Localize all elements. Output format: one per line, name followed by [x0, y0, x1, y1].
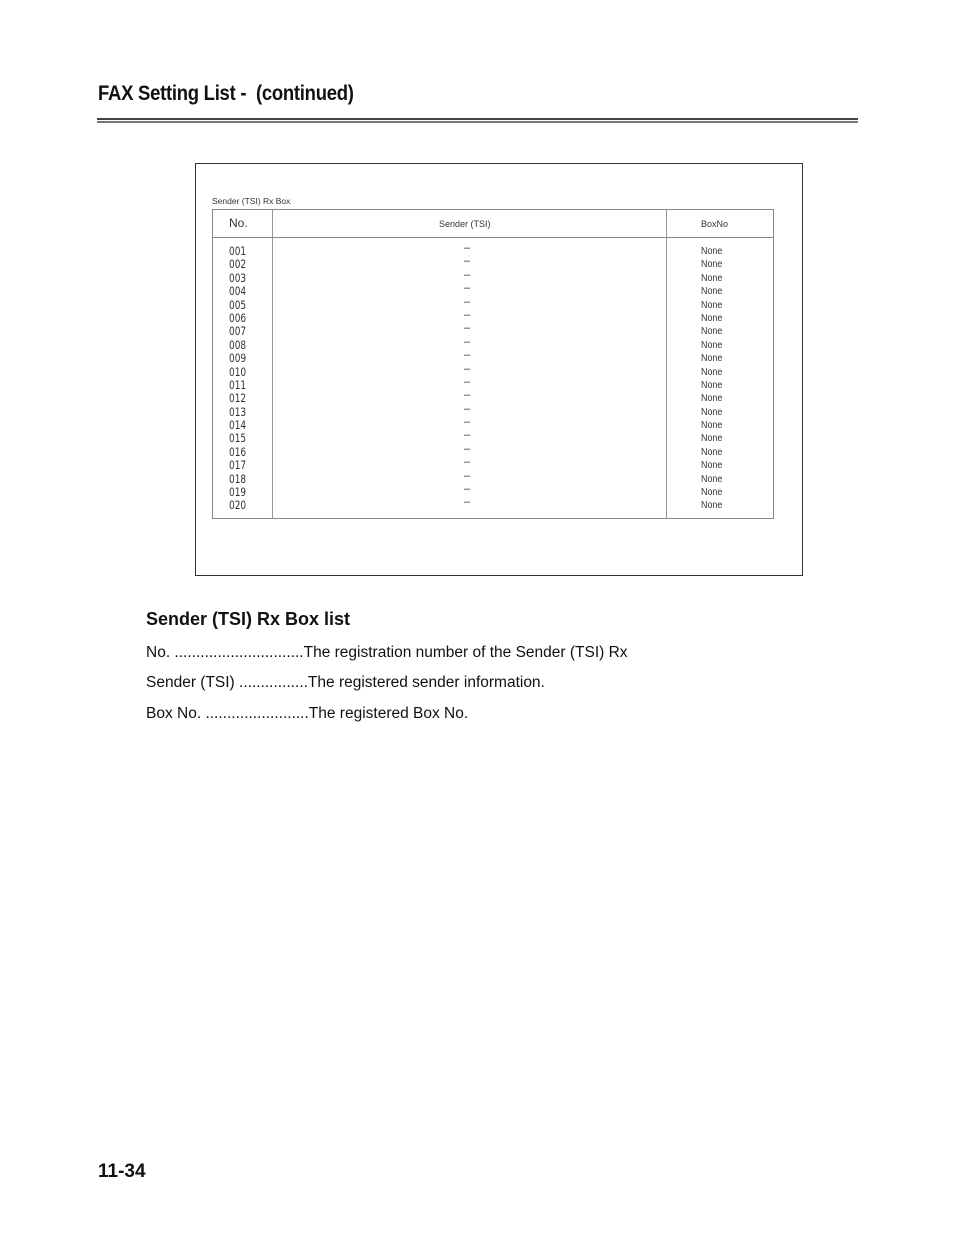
cell-no: 010: [229, 364, 247, 379]
cell-no: 020: [229, 498, 247, 513]
cell-no: 015: [229, 431, 247, 446]
cell-sender: –: [464, 282, 471, 295]
table-row: [213, 416, 773, 433]
cell-no: 019: [229, 485, 247, 500]
table-row: [213, 335, 773, 352]
cell-box: None: [701, 459, 723, 472]
cell-box: None: [701, 392, 723, 405]
cell-sender: –: [464, 402, 471, 415]
report-sample-frame: [195, 163, 803, 576]
cell-sender: –: [464, 483, 471, 496]
cell-sender: –: [464, 322, 471, 335]
cell-box: None: [701, 378, 723, 391]
cell-sender: –: [464, 242, 471, 254]
cell-sender: –: [464, 429, 471, 442]
cell-box: None: [701, 445, 723, 458]
cell-no: 012: [229, 391, 247, 406]
header-rule-bottom: [97, 121, 858, 123]
cell-box: None: [701, 338, 723, 351]
cell-no: 017: [229, 458, 247, 473]
cell-box: None: [701, 405, 723, 418]
cell-no: 002: [229, 257, 247, 272]
cell-no: 004: [229, 284, 247, 299]
table-row: [213, 496, 773, 513]
cell-no: 014: [229, 418, 247, 433]
table-row: [213, 349, 773, 366]
page-number: 11-34: [98, 1161, 146, 1182]
cell-box: None: [701, 499, 723, 512]
report-rows: [213, 242, 773, 513]
table-row: [213, 469, 773, 486]
section-heading: Sender (TSI) Rx Box list: [146, 609, 351, 629]
cell-box: None: [701, 419, 723, 432]
cell-box: None: [701, 472, 723, 485]
cell-no: 001: [229, 244, 247, 258]
table-row: [213, 375, 773, 392]
cell-no: 007: [229, 324, 247, 339]
table-row: [213, 389, 773, 406]
cell-sender: –: [464, 456, 471, 469]
definition-sender: Sender (TSI) ................The registered sender information.: [146, 674, 545, 691]
cell-box: None: [701, 365, 723, 378]
cell-box: None: [701, 325, 723, 338]
cell-no: 005: [229, 297, 247, 312]
cell-sender: –: [464, 349, 471, 362]
table-row: [213, 308, 773, 325]
table-row: [213, 322, 773, 339]
cell-no: 013: [229, 404, 247, 419]
cell-box: None: [701, 258, 723, 271]
table-row: [213, 456, 773, 473]
cell-no: 018: [229, 471, 247, 486]
cell-sender: –: [464, 389, 471, 402]
cell-box: None: [701, 298, 723, 311]
table-row: [213, 295, 773, 312]
column-header-no: No.: [229, 216, 248, 230]
cell-sender: –: [464, 496, 471, 509]
cell-no: 006: [229, 310, 247, 325]
cell-no: 011: [229, 377, 247, 392]
cell-sender: –: [464, 469, 471, 482]
table-row: [213, 282, 773, 299]
cell-box: None: [701, 311, 723, 324]
cell-sender: –: [464, 295, 471, 308]
table-row: [213, 402, 773, 419]
cell-box: None: [701, 285, 723, 298]
cell-no: 003: [229, 270, 247, 285]
definition-no: No. ..............................The registration number of the Sender (TSI) Rx: [146, 644, 628, 661]
column-header-box: BoxNo: [701, 219, 729, 229]
definition-box: Box No. ........................The registered Box No.: [146, 705, 469, 722]
cell-box: None: [701, 352, 723, 365]
table-row: [213, 268, 773, 285]
cell-sender: –: [464, 268, 471, 281]
cell-sender: –: [464, 255, 471, 268]
table-row: [213, 362, 773, 379]
cell-box: None: [701, 432, 723, 445]
table-row: [213, 429, 773, 446]
table-row: [213, 442, 773, 459]
cell-box: None: [701, 271, 723, 284]
table-row: [213, 242, 773, 258]
cell-sender: –: [464, 335, 471, 348]
cell-box: None: [701, 486, 723, 499]
column-header-sender: Sender (TSI): [439, 219, 491, 229]
cell-no: 009: [229, 351, 247, 366]
report-table: [212, 209, 774, 519]
cell-sender: –: [464, 375, 471, 388]
cell-box: None: [701, 245, 723, 257]
cell-sender: –: [464, 308, 471, 321]
cell-sender: –: [464, 362, 471, 375]
table-row: [213, 483, 773, 500]
page-header-title: FAX Setting List - (continued): [98, 82, 354, 105]
cell-sender: –: [464, 442, 471, 455]
cell-no: 008: [229, 337, 247, 352]
header-divider: [213, 237, 773, 238]
header-rule-top: [97, 118, 858, 120]
cell-sender: –: [464, 416, 471, 429]
cell-no: 016: [229, 444, 247, 459]
report-title: Sender (TSI) Rx Box: [212, 196, 291, 206]
table-row: [213, 255, 773, 272]
